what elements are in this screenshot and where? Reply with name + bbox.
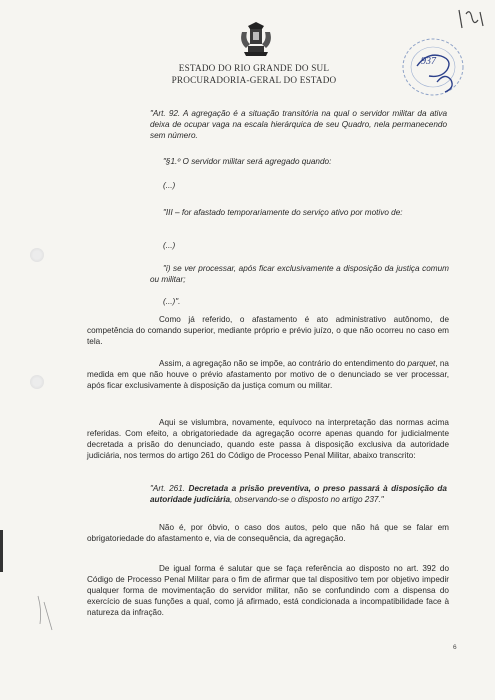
quote-art-92: "Art. 92. A agregação é a situação transitória na qual o servidor militar da ativa deixa de ocupar vaga na escala hierárquica de seu Quadro, nela permanecendo sem número. <box>150 109 447 141</box>
paragraph-2 <box>87 358 449 391</box>
paragraph-2-part-a: Assim, a agregação não se impõe, ao contrário do entendimento do <box>159 359 408 368</box>
header-office: PROCURADORIA-GERAL DO ESTADO <box>171 75 337 85</box>
punch-hole <box>30 375 44 389</box>
page-number: 6 <box>453 644 457 651</box>
paragraph-2-part-c: , na medida em que não houve o prévio afastamento por motivo de o denunciado se ver processar, após ficar exclusivamente à disposição da justiça comum ou militar. <box>87 359 449 391</box>
paragraph-4: Não é, por óbvio, o caso dos autos, pelo que não há que se falar em obrigatoriedade do afastamento e, via de consequência, da agregação. <box>87 523 449 544</box>
quote-paragraph-1: "§1.º O servidor militar será agregado quando: <box>163 157 332 166</box>
quote-item-iii: "III – for afastado temporariamente do serviço ativo por motivo de: <box>163 208 403 217</box>
handwritten-margin-mark-icon <box>30 590 60 640</box>
handwritten-corner-mark-icon <box>456 6 486 32</box>
paragraph-1: Como já referido, o afastamento é ato administrativo autônomo, de competência do comando superior, mediante próprio e prévio juízo, o que não ocorreu no caso em tela. <box>87 315 449 347</box>
paragraph-5: De igual forma é salutar que se faça referência ao disposto no art. 392 do Código de Processo Penal Militar para o fim de afirmar que tal dispositivo tem por objetivo impedir qualquer forma de movimentação do servidor militar, não se confundindo com a dispensa do exercício de suas funções a qual, como já afirmado, está condicionada a incompatibilidade face à natureza da infração. <box>87 564 449 618</box>
art-261-tail: , observando-se o disposto no artigo 237." <box>230 495 384 505</box>
quote-art-261 <box>150 483 447 505</box>
stamp-number: 937 <box>421 56 436 67</box>
art-261-label: "Art. 261. <box>150 484 189 493</box>
quote-ellipsis-3: (...)". <box>163 297 181 306</box>
quote-item-i: "i) se ver processar, após ficar exclusivamente a disposição da justiça comum ou militar; <box>150 264 449 285</box>
paragraph-2-parquet: parquet <box>407 359 436 368</box>
quote-ellipsis-2: (...) <box>163 241 176 250</box>
quote-ellipsis-1: (...) <box>163 181 176 190</box>
state-coat-of-arms-icon <box>236 22 276 60</box>
punch-hole <box>30 248 44 262</box>
paragraph-3: Aqui se vislumbra, novamente, equívoco na interpretação das normas acima referidas. Com efeito, a obrigatoriedade da agregação ocorre apenas quando for judicialmente decretada a prisão do denunciado, quando este passa à disposição exclusiva da autoridade judiciária, nos termos do artigo 261 do Código de Processo Penal Militar, abaixo transcrito: <box>87 418 449 461</box>
header-state: ESTADO DO RIO GRANDE DO SUL <box>178 63 330 73</box>
protocol-stamp-icon <box>397 32 469 102</box>
art-261-bold-text: Decretada a prisão preventiva, o preso passará à disposição da autoridade judiciária <box>150 484 447 505</box>
scan-margin-mark <box>0 530 3 572</box>
